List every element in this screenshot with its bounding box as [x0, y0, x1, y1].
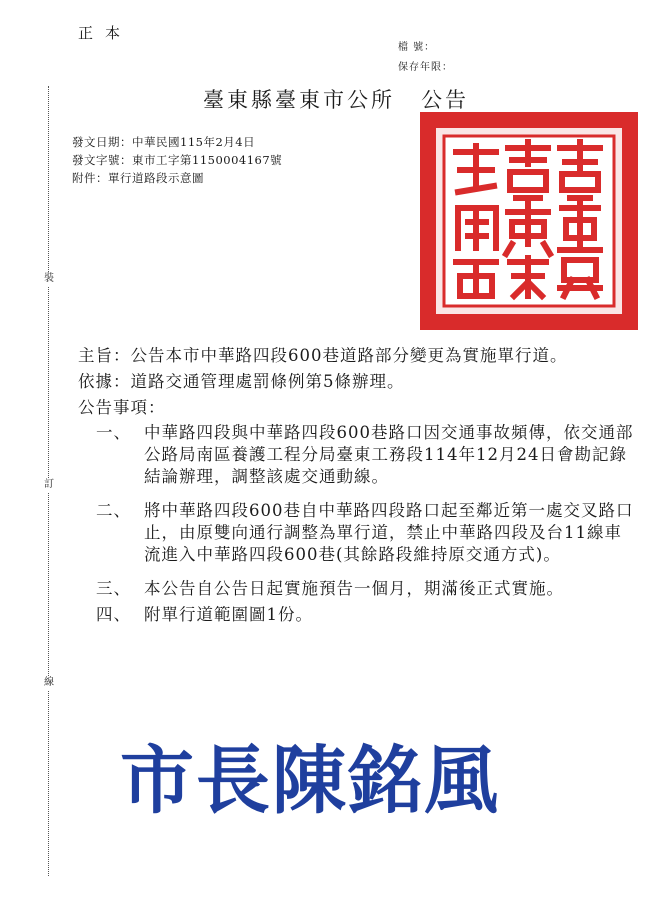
binding-char-ding: 訂 [44, 479, 54, 490]
official-seal-icon [420, 112, 638, 330]
items-heading: 公告事項： [78, 398, 166, 417]
item-number: 三、 [96, 579, 131, 598]
basis-line: 依據：道路交通管理處罰條例第5條辦理。 [78, 372, 405, 391]
list-item [96, 422, 636, 488]
document-type: 公告 [421, 88, 469, 112]
item-text: 中華路四段與中華路四段600巷路口因交通事故頻傳，依交通部公路局南區養護工程分局臺東工務段114年12月24日會勘記錄結論辦理，調整該處交通動線。 [144, 423, 634, 486]
file-number-label: 檔 號： [398, 42, 436, 53]
list-item [96, 500, 636, 566]
subject-line: 主旨：公告本市中華路四段600巷道路部分變更為實施單行道。 [78, 346, 568, 365]
retention-period-label: 保存年限： [398, 62, 453, 73]
attachment-info: 附件：單行道路段示意圖 [72, 171, 204, 185]
item-number: 一、 [96, 423, 131, 442]
list-item [96, 578, 636, 600]
list-item [96, 604, 636, 626]
issue-date: 發文日期：中華民國115年2月4日 [72, 135, 256, 149]
document-title [0, 84, 672, 114]
copy-mark: 正本 [78, 24, 133, 42]
signature-text: 市長陳銘風 [120, 738, 500, 824]
item-number: 四、 [96, 605, 131, 624]
item-number: 二、 [96, 501, 131, 520]
mayor-signature [120, 728, 510, 828]
binding-char-xian: 線 [44, 677, 54, 688]
document-number: 發文字號：東市工字第1150004167號 [72, 153, 283, 167]
binding-char-zhuang: 裝 [44, 273, 54, 284]
item-text: 本公告自公告日起實施預告一個月，期滿後正式實施。 [144, 579, 564, 598]
item-text: 將中華路四段600巷自中華路四段路口起至鄰近第一處交叉路口止，由原雙向通行調整為單行道，禁止中華路四段及台11線車流進入中華路四段600巷(其餘路段維持原交通方式)。 [144, 501, 634, 564]
item-text: 附單行道範圍圖1份。 [144, 605, 313, 624]
agency-name: 臺東縣臺東市公所 [203, 88, 395, 112]
